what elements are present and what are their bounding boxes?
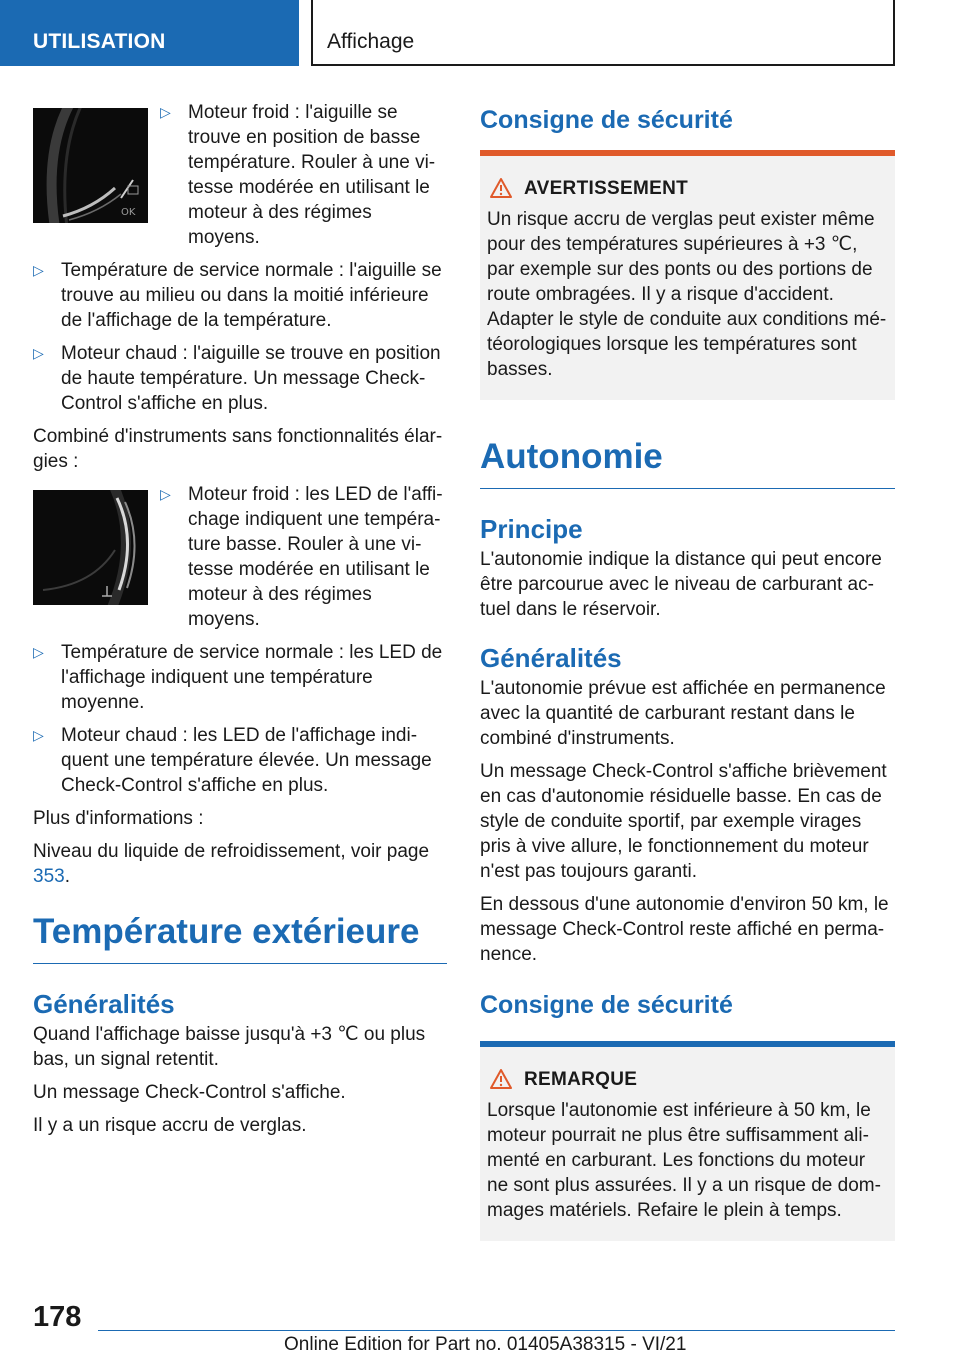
list-item: ▷ Moteur froid : l'aiguille se trouve en position de basse température. Rouler à une vitesse modérée en utilisant le moteur à des régimes moyens. — [160, 102, 436, 248]
triangle-right-icon: ▷ — [33, 262, 44, 278]
heading-principle: Principe — [480, 514, 583, 544]
needle-gauge-icon — [33, 108, 148, 223]
led-gauge-image — [33, 490, 148, 605]
page-number: 178 — [33, 1301, 82, 1333]
heading-safety: Consigne de sécurité — [480, 106, 733, 134]
notice-title: REMARQUE — [487, 1067, 888, 1092]
gauge-row-2 — [33, 482, 447, 632]
triangle-right-icon: ▷ — [160, 104, 171, 120]
more-info-label: Plus d'informations : — [33, 808, 204, 829]
triangle-right-icon: ▷ — [33, 345, 44, 361]
warning-title: AVERTISSEMENT — [487, 176, 888, 201]
list-item: ▷ Moteur chaud : les LED de l'affichage indiquent une température élevée. Un message Check-Control s'affiche en plus. — [33, 725, 432, 796]
paragraph: Un message Check-Control s'affiche. — [33, 1082, 346, 1103]
footer-edition: Online Edition for Part no. 01405A38315 - VI/21 — [284, 1334, 687, 1355]
list-item: ▷ Moteur chaud : l'aiguille se trouve en position de haute température. Un message Check-Control s'affiche en plus. — [33, 343, 441, 414]
heading-autonomy: Autonomie — [480, 436, 895, 489]
paragraph: L'autonomie prévue est affichée en permanence avec la quantité de carburant restant dans le combiné d'instruments. — [480, 678, 886, 749]
notice-text: Lorsque l'autonomie est inférieure à 50 km, le moteur pourrait ne plus être suffisamment alimenté en carburant. Les fonctions du moteur ne sont plus assurées. Il y a un risque de dommages matériels. Refaire le plein à temps. — [487, 1100, 881, 1221]
chapter-title: Affichage — [327, 30, 415, 53]
warning-text: Un risque accru de verglas peut exister même pour des températures supérieures à +3 ℃, par exemple sur des ponts ou des portions de route ombragées. Il y a risque d'accident. Adapter le style de conduite aux conditions météorologiques lorsque les températures sont basses. — [487, 209, 887, 380]
list-item: ▷ Température de service normale : l'aiguille se trouve au milieu ou dans la moitié inférieure de l'affichage de la température. — [33, 260, 442, 331]
chapter-header — [311, 0, 895, 66]
section-title: UTILISATION — [33, 30, 166, 53]
paragraph: En dessous d'une autonomie d'environ 50 km, le message Check-Control reste affiché en permanence. — [480, 894, 889, 965]
list-item: ▷ Moteur froid : les LED de l'affichage indiquent une température basse. Rouler à une vitesse modérée en utilisant le moteur à des régimes moyens. — [160, 484, 443, 630]
heading-safety: Consigne de sécurité — [480, 991, 733, 1019]
heading-outside-temperature: Température extérieure — [33, 911, 447, 964]
triangle-right-icon: ▷ — [33, 644, 44, 660]
triangle-right-icon: ▷ — [33, 727, 44, 743]
svg-text:OK: OK — [121, 207, 136, 218]
gauge-row-1 — [33, 100, 447, 250]
list-item: ▷ Température de service normale : les LED de l'affichage indiquent une température moyenne. — [33, 642, 443, 713]
paragraph: Quand l'affichage baisse jusqu'à +3 ℃ ou plus bas, un signal retentit. — [33, 1024, 426, 1070]
paragraph: Il y a un risque accru de verglas. — [33, 1115, 307, 1136]
warning-triangle-icon — [489, 177, 513, 199]
paragraph: Un message Check-Control s'affiche brièvement en cas d'autonomie résiduelle basse. En cas de style de conduite sportif, par exemple virages pris à vive allure, le fonctionnement du moteur n'est pas toujours garanti. — [480, 761, 887, 882]
warning-box — [480, 150, 895, 400]
combine-intro: Combiné d'instruments sans fonctionnalités élargies : — [33, 426, 443, 472]
temperature-gauge-image — [33, 108, 148, 223]
more-info-ref: Niveau du liquide de refroidissement, voir page 353. — [33, 841, 430, 887]
footer-divider — [98, 1330, 895, 1331]
left-column — [33, 100, 447, 1146]
right-column — [480, 100, 895, 1241]
heading-general: Généralités — [33, 989, 175, 1019]
notice-box — [480, 1041, 895, 1241]
warning-triangle-icon — [489, 1068, 513, 1090]
paragraph: L'autonomie indique la distance qui peut encore être parcourue avec le niveau de carburant actuel dans le réservoir. — [480, 549, 882, 620]
section-tab — [0, 0, 299, 66]
heading-general: Généralités — [480, 643, 622, 673]
triangle-right-icon: ▷ — [160, 486, 171, 502]
page-link[interactable]: 353 — [33, 866, 65, 887]
led-gauge-icon — [33, 490, 148, 605]
